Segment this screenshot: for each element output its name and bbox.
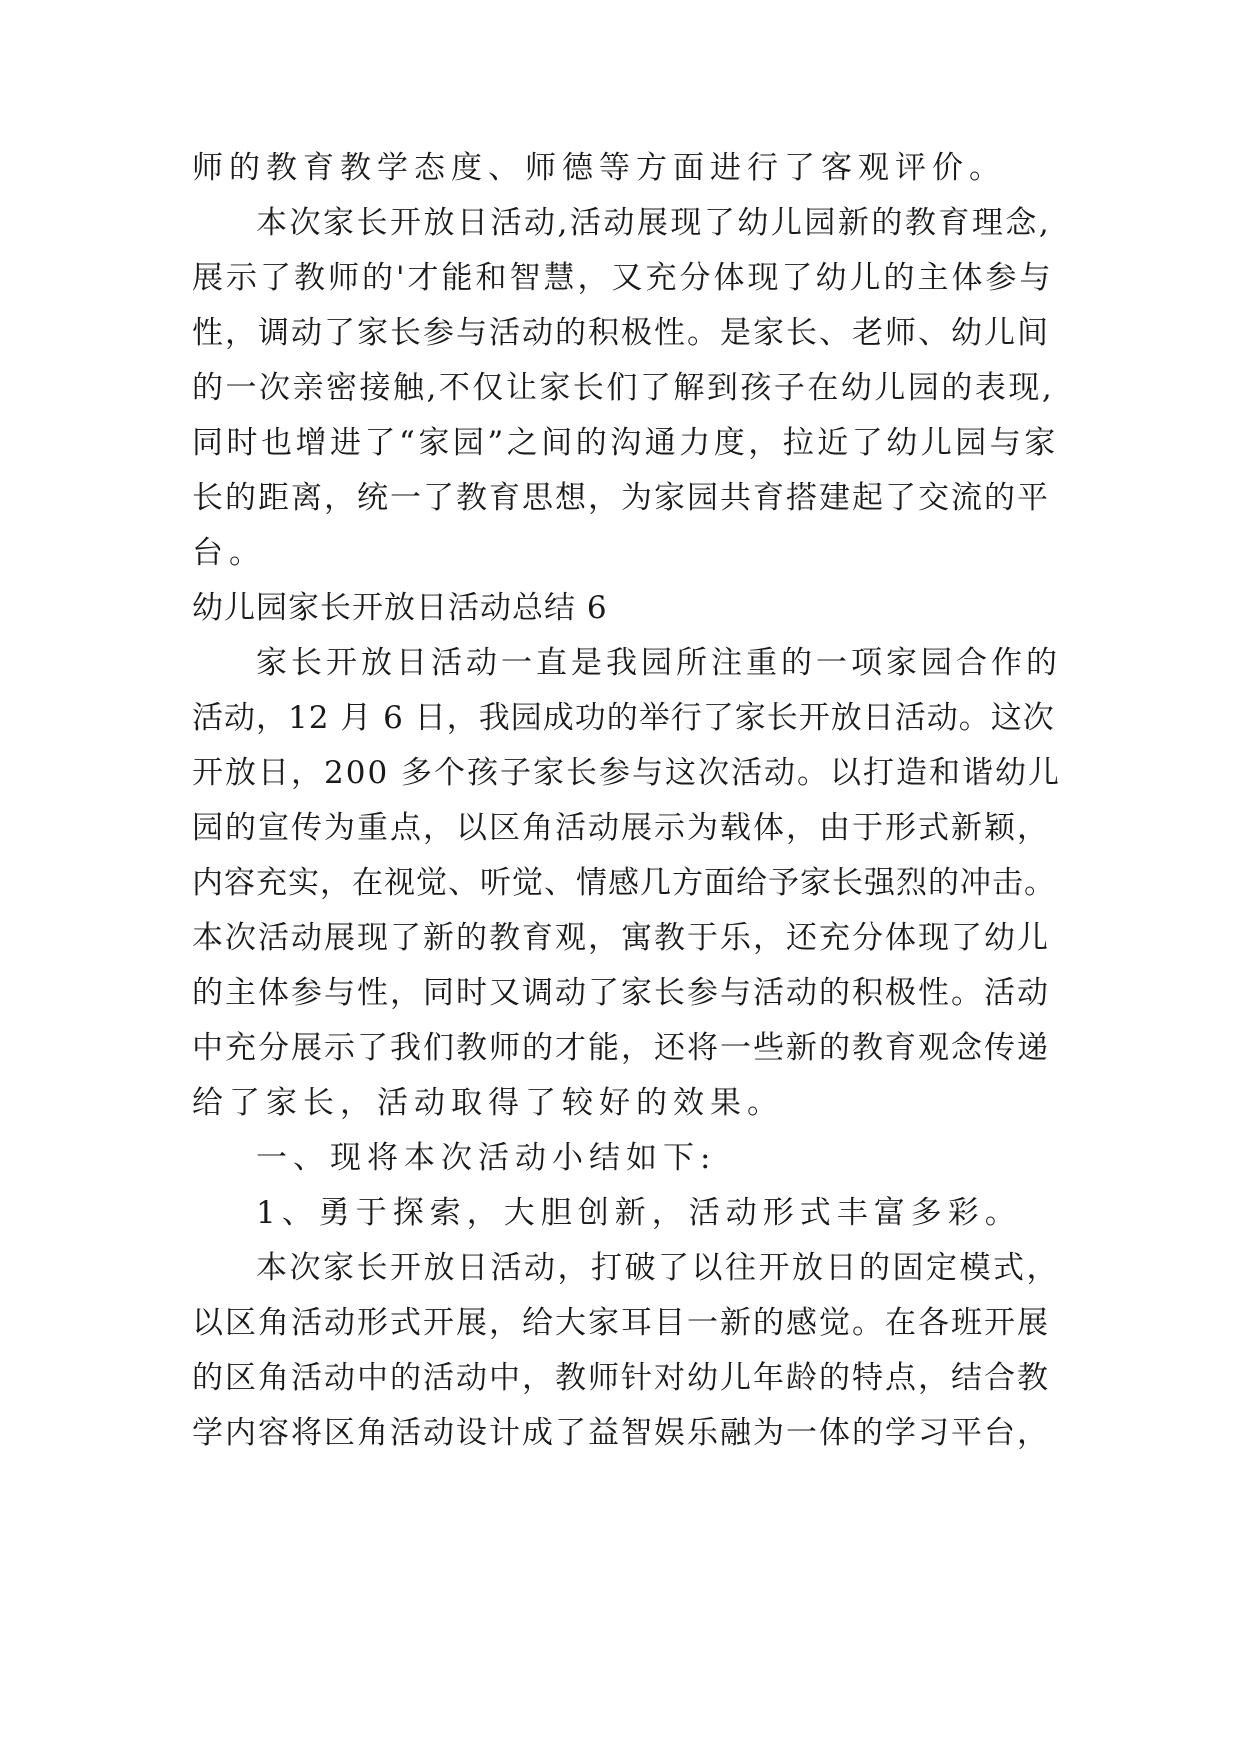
text-line: 给了家长，活动取得了较好的效果。 [192,1085,784,1121]
text-line: 的一次亲密接触,不仅让家长们了解到孩子在幼儿园的表现, [192,370,1055,406]
text-line: 的区角活动中的活动中，教师针对幼儿年龄的特点，结合教 [192,1360,1050,1396]
text-line: 园的宣传为重点，以区角活动展示为载体，由于形式新颖， [192,810,1050,846]
text-line: 本次活动展现了新的教育观，寓教于乐，还充分体现了幼儿 [192,920,1050,956]
text-line: 一、现将本次活动小结如下: [256,1140,717,1176]
text-line: 学内容将区角活动设计成了益智娱乐融为一体的学习平台， [192,1415,1050,1451]
text-line: 同时也增进了“家园”之间的沟通力度，拉近了幼儿园与家 [192,425,1059,461]
text-line: 活动，12 月 6 日，我园成功的举行了家长开放日活动。这次 [192,700,1055,736]
text-line: 以区角活动形式开展，给大家耳目一新的感觉。在各班开展 [192,1305,1050,1341]
text-line: 中充分展示了我们教师的才能，还将一些新的教育观念传递 [192,1030,1050,1066]
text-line: 本次家长开放日活动，打破了以往开放日的固定模式， [256,1250,1060,1286]
text-line: 开放日，200 多个孩子家长参与这次活动。以打造和谐幼儿 [192,755,1062,791]
text-line: 内容充实，在视觉、听觉、情感几方面给予家长强烈的冲击。 [192,865,1056,901]
text-line: 家长开放日活动一直是我园所注重的一项家园合作的 [256,645,1061,681]
text-line: 性，调动了家长参与活动的积极性。是家长、老师、幼儿间 [192,315,1050,351]
text-line: 师的教育教学态度、师德等方面进行了客观评价。 [192,150,1006,186]
text-line: 本次家长开放日活动,活动展现了幼儿园新的教育理念, [256,205,1052,241]
text-line: 的主体参与性，同时又调动了家长参与活动的积极性。活动 [192,975,1050,1011]
text-line: 展示了教师的'才能和智慧，又充分体现了幼儿的主体参与 [192,260,1054,296]
text-line: 长的距离，统一了教育思想，为家园共育搭建起了交流的平 [192,480,1050,516]
text-line: 台。 [192,535,266,571]
section-heading: 幼儿园家长开放日活动总结 6 [192,590,608,626]
text-line: 1、勇于探索，大胆创新，活动形式丰富多彩。 [256,1195,1022,1231]
